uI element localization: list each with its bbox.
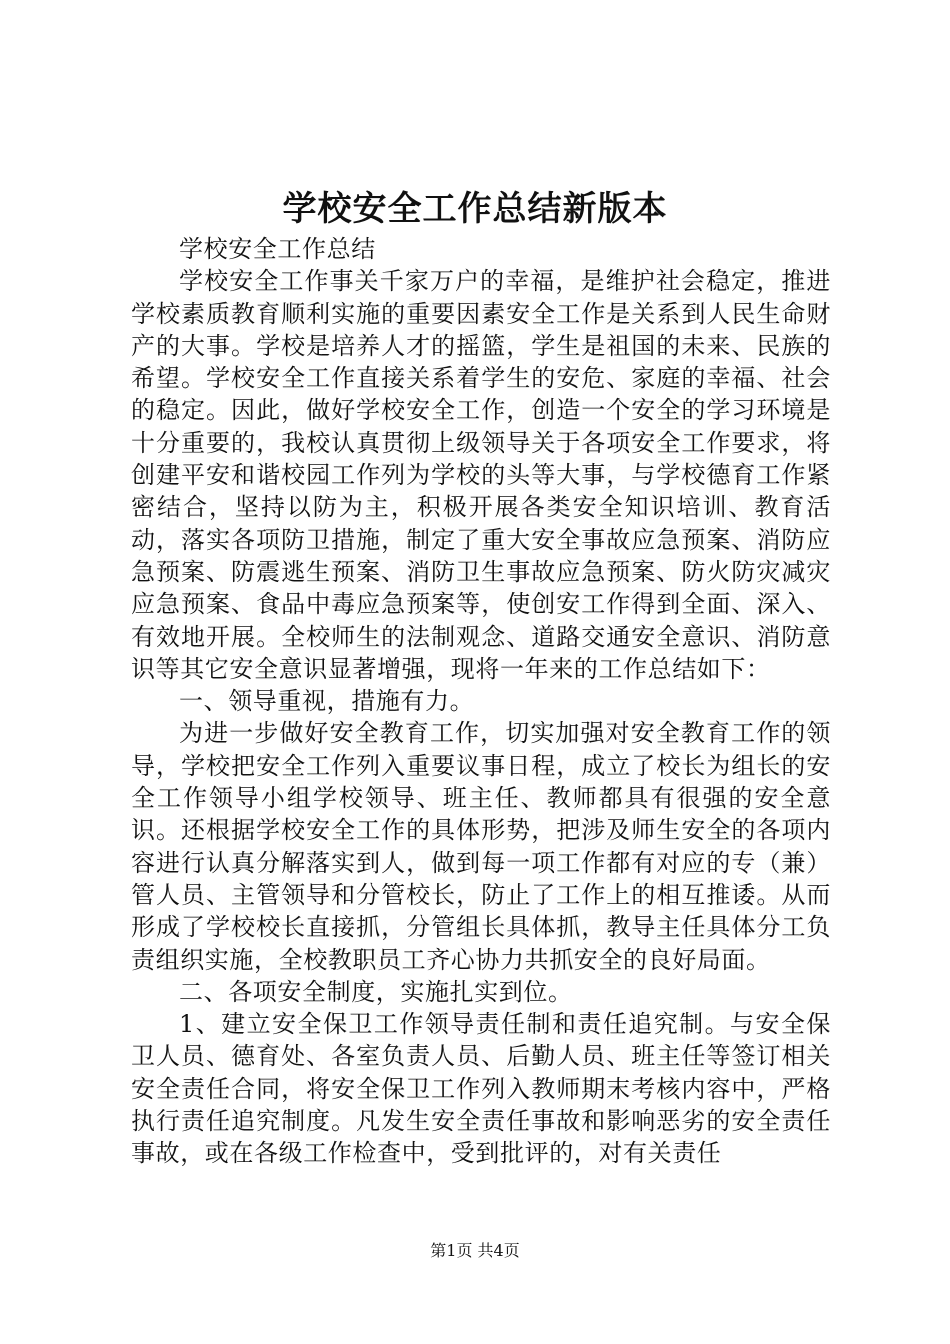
page-number-footer: 第1页 共4页	[430, 1241, 520, 1260]
paragraph-intro: 学校安全工作事关千家万户的幸福，是维护社会稳定，推进学校素质教育顺利实施的重要因素安全工作是关系到人民生命财产的大事。学校是培养人才的摇篮，学生是祖国的未来、民族的希望。学校安全工作直接关系着学生的安危、家庭的幸福、社会的稳定。因此，做好学校安全工作，创造一个安全的学习环境是十分重要的，我校认真贯彻上级领导关于各项安全工作要求，将创建平安和谐校园工作列为学校的头等大事，与学校德育工作紧密结合，坚持以防为主，积极开展各类安全知识培训、教育活动，落实各项防卫措施，制定了重大安全事故应急预案、消防应急预案、防震逃生预案、消防卫生事故应急预案、防火防灾减灾应急预案、食品中毒应急预案等，使创安工作得到全面、深入、有效地开展。全校师生的法制观念、道路交通安全意识、消防意识等其它安全意识显著增强，现将一年来的工作总结如下：	[131, 267, 831, 683]
section-heading-2: 二、各项安全制度，实施扎实到位。	[179, 977, 573, 1006]
paragraph-section-2-item-1: 1、建立安全保卫工作领导责任制和责任追究制。与安全保卫人员、德育处、各室负责人员、后勤人员、班主任等签订相关安全责任合同，将安全保卫工作列入教师期末考核内容中，严格执行责任追究制度。凡发生安全责任事故和影响恶劣的安全责任事故，或在各级工作检查中，受到批评的，对有关责任	[131, 1010, 831, 1168]
document-title: 学校安全工作总结新版本	[282, 189, 668, 229]
section-heading-1: 一、领导重视，措施有力。	[179, 687, 475, 716]
paragraph-section-1: 为进一步做好安全教育工作，切实加强对安全教育工作的领导，学校把安全工作列入重要议事日程，成立了校长为组长的安全工作领导小组学校领导、班主任、教师都具有很强的安全意识。还根据学校安全工作的具体形势，把涉及师生安全的各项内容进行认真分解落实到人，做到每一项工作都有对应的专（兼）管人员、主管领导和分管校长，防止了工作上的相互推诿。从而形成了学校校长直接抓，分管组长具体抓，教导主任具体分工负责组织实施，全校教职员工齐心协力共抓安全的良好局面。	[131, 719, 831, 974]
document-body	[131, 233, 831, 1170]
paragraph-subtitle: 学校安全工作总结	[179, 235, 376, 263]
